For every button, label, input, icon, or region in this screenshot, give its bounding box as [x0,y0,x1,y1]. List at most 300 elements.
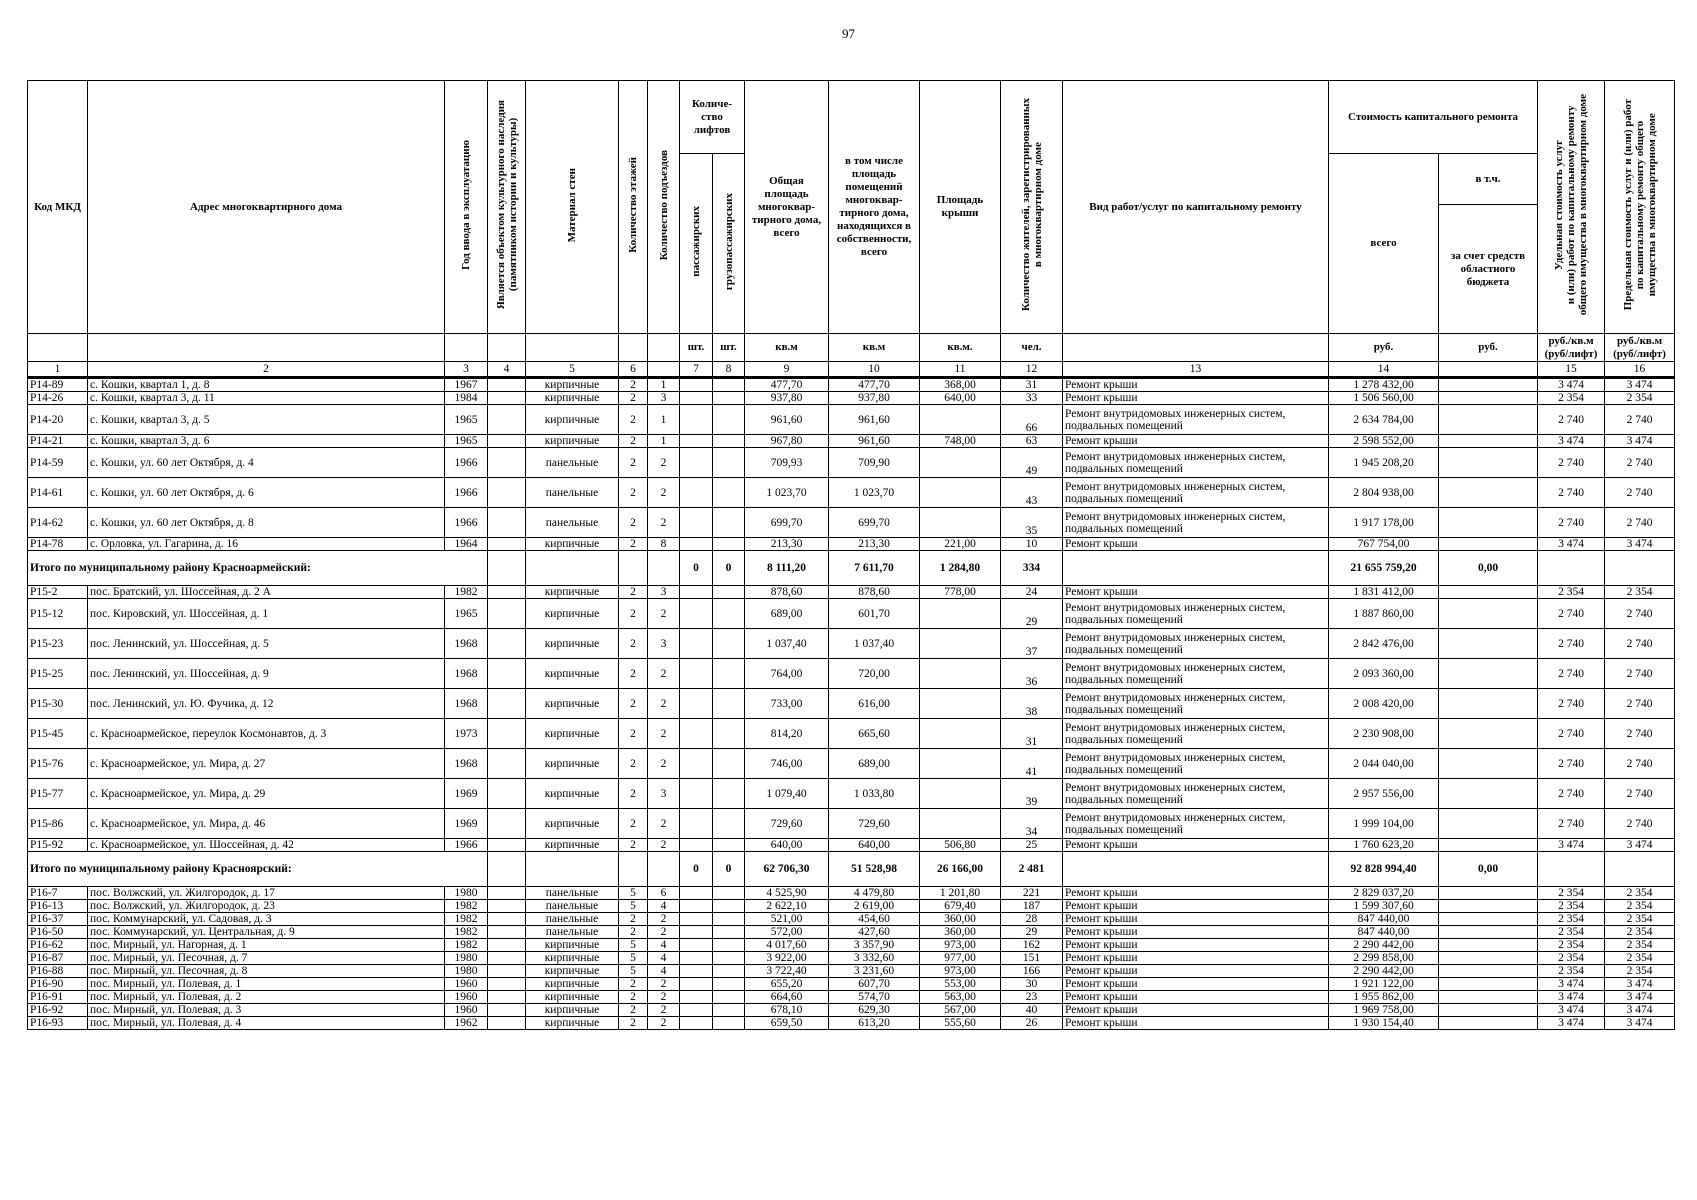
floors-count: 2 [619,689,648,719]
header-floors: Количество этажей [619,81,648,334]
repair-cost: 2 829 037,20 [1329,887,1439,900]
residents-count: 66 [1001,405,1063,435]
unit-people: чел. [1001,334,1063,362]
regional-cost [1439,809,1538,839]
owned-area: 640,00 [829,839,920,852]
total-area: 4 017,60 [745,939,829,952]
commission-year: 1980 [445,965,488,978]
house-address: пос. Ленинский, ул. Шоссейная, д. 5 [88,629,445,659]
passenger-lifts [680,749,713,779]
unit-cost: 3 474 [1538,378,1605,392]
floors-count: 2 [619,538,648,551]
passenger-lifts [680,538,713,551]
cargo-lifts [713,378,745,392]
wall-material: кирпичные [526,538,619,551]
limit-cost: 2 354 [1605,900,1675,913]
total-owned-area: 51 528,98 [829,852,920,887]
wall-material: кирпичные [526,939,619,952]
table-row [28,508,1675,538]
header-area-total: Общая площадь многоквар-тирного дома, всего [745,81,829,334]
commission-year: 1967 [445,378,488,392]
commission-year: 1960 [445,1004,488,1017]
work-type: Ремонт внутридомовых инженерных систем, подвальных помещений [1063,779,1329,809]
house-address: пос. Братский, ул. Шоссейная, д. 2 А [88,586,445,599]
floors-count: 2 [619,1017,648,1030]
total-area: 4 525,90 [745,887,829,900]
commission-year: 1982 [445,900,488,913]
total-passenger-lifts: 0 [680,551,713,586]
table-row [28,939,1675,952]
wall-material: кирпичные [526,965,619,978]
column-number-row [28,362,1675,378]
commission-year: 1982 [445,586,488,599]
column-number: 5 [526,362,619,378]
table-header [28,81,1675,378]
unit-cost: 2 354 [1538,913,1605,926]
empty-cell [619,852,648,887]
entrances-count: 2 [648,689,680,719]
unit-cost: 3 474 [1538,839,1605,852]
entrances-count: 2 [648,991,680,1004]
header-cargo-lifts: грузопассажирских [713,154,745,334]
floors-count: 5 [619,952,648,965]
roof-area [920,809,1001,839]
house-code: P14-21 [28,435,88,448]
owned-area: 665,60 [829,719,920,749]
entrances-count: 2 [648,508,680,538]
limit-cost: 2 354 [1605,586,1675,599]
unit-cost: 3 474 [1538,538,1605,551]
work-type: Ремонт внутридомовых инженерных систем, подвальных помещений [1063,448,1329,478]
limit-cost: 2 740 [1605,508,1675,538]
limit-cost: 2 740 [1605,599,1675,629]
table-row [28,378,1675,392]
total-area: 213,30 [745,538,829,551]
work-type: Ремонт внутридомовых инженерных систем, подвальных помещений [1063,719,1329,749]
wall-material: кирпичные [526,952,619,965]
regional-cost [1439,952,1538,965]
header-code: Код МКД [28,81,88,334]
floors-count: 2 [619,435,648,448]
total-area: 764,00 [745,659,829,689]
house-code: P14-20 [28,405,88,435]
residents-count: 38 [1001,689,1063,719]
limit-cost: 2 354 [1605,939,1675,952]
repair-cost: 767 754,00 [1329,538,1439,551]
table-row [28,952,1675,965]
cargo-lifts [713,839,745,852]
limit-cost: 2 740 [1605,719,1675,749]
floors-count: 2 [619,629,648,659]
repair-cost: 2 804 938,00 [1329,478,1439,508]
residents-count: 34 [1001,809,1063,839]
owned-area: 937,80 [829,392,920,405]
total-owned-area: 7 611,70 [829,551,920,586]
entrances-count: 2 [648,1004,680,1017]
entrances-count: 2 [648,448,680,478]
roof-area: 506,80 [920,839,1001,852]
regional-cost [1439,435,1538,448]
repair-cost: 1 831 412,00 [1329,586,1439,599]
commission-year: 1962 [445,1017,488,1030]
repair-cost: 1 278 432,00 [1329,378,1439,392]
roof-area [920,599,1001,629]
heritage-cell [488,508,526,538]
regional-cost [1439,538,1538,551]
cargo-lifts [713,719,745,749]
table-row [28,392,1675,405]
empty-cell [648,852,680,887]
floors-count: 2 [619,378,648,392]
heritage-cell [488,779,526,809]
owned-area: 3 332,60 [829,952,920,965]
unit-cost: 2 740 [1538,659,1605,689]
floors-count: 2 [619,991,648,1004]
regional-cost [1439,478,1538,508]
wall-material: кирпичные [526,405,619,435]
house-code: P15-76 [28,749,88,779]
entrances-count: 4 [648,939,680,952]
house-code: P14-59 [28,448,88,478]
residents-count: 26 [1001,1017,1063,1030]
work-type: Ремонт внутридомовых инженерных систем, подвальных помещений [1063,689,1329,719]
column-number [648,362,680,378]
passenger-lifts [680,965,713,978]
total-area: 640,00 [745,839,829,852]
table-row [28,779,1675,809]
work-type: Ремонт внутридомовых инженерных систем, подвальных помещений [1063,809,1329,839]
header-entrances: Количество подъездов [648,81,680,334]
unit-cost: 2 740 [1538,719,1605,749]
passenger-lifts [680,448,713,478]
column-number: 1 [28,362,88,378]
house-address: пос. Коммунарский, ул. Садовая, д. 3 [88,913,445,926]
roof-area: 977,00 [920,952,1001,965]
regional-cost [1439,939,1538,952]
repair-cost: 2 290 442,00 [1329,939,1439,952]
unit-rub: руб. [1329,334,1439,362]
floors-count: 2 [619,1004,648,1017]
house-code: P16-91 [28,991,88,1004]
unit-cost: 2 354 [1538,939,1605,952]
work-type: Ремонт крыши [1063,939,1329,952]
house-address: пос. Мирный, ул. Песочная, д. 8 [88,965,445,978]
unit-sqm: кв.м [745,334,829,362]
work-type: Ремонт внутридомовых инженерных систем, подвальных помещений [1063,508,1329,538]
limit-cost: 3 474 [1605,839,1675,852]
commission-year: 1982 [445,913,488,926]
total-area: 62 706,30 [745,852,829,887]
capital-repair-table [27,80,1675,1030]
owned-area: 2 619,00 [829,900,920,913]
unit-cost: 2 740 [1538,689,1605,719]
roof-area [920,749,1001,779]
passenger-lifts [680,392,713,405]
owned-area: 629,30 [829,1004,920,1017]
column-number: 3 [445,362,488,378]
wall-material: кирпичные [526,978,619,991]
passenger-lifts [680,508,713,538]
commission-year: 1960 [445,978,488,991]
total-area: 814,20 [745,719,829,749]
floors-count: 2 [619,586,648,599]
total-area: 709,93 [745,448,829,478]
floors-count: 5 [619,939,648,952]
wall-material: панельные [526,508,619,538]
total-area: 572,00 [745,926,829,939]
work-type: Ремонт крыши [1063,538,1329,551]
house-address: с. Кошки, ул. 60 лет Октября, д. 8 [88,508,445,538]
work-type: Ремонт крыши [1063,913,1329,926]
floors-count: 2 [619,839,648,852]
commission-year: 1969 [445,809,488,839]
wall-material: панельные [526,887,619,900]
floors-count: 2 [619,779,648,809]
work-type: Ремонт крыши [1063,1017,1329,1030]
residents-count: 151 [1001,952,1063,965]
column-number: 16 [1605,362,1675,378]
total-cargo-lifts: 0 [713,551,745,586]
total-area: 699,70 [745,508,829,538]
passenger-lifts [680,586,713,599]
house-address: с. Красноармейское, ул. Мира, д. 27 [88,749,445,779]
wall-material: кирпичные [526,435,619,448]
empty-cell [619,551,648,586]
table-row [28,538,1675,551]
commission-year: 1980 [445,952,488,965]
heritage-cell [488,965,526,978]
commission-year: 1968 [445,659,488,689]
residents-count: 29 [1001,926,1063,939]
heritage-cell [488,629,526,659]
roof-area: 553,00 [920,978,1001,991]
regional-cost [1439,629,1538,659]
total-area: 8 111,20 [745,551,829,586]
entrances-count: 4 [648,965,680,978]
limit-cost: 2 740 [1605,689,1675,719]
passenger-lifts [680,405,713,435]
column-number: 14 [1329,362,1439,378]
wall-material: кирпичные [526,1017,619,1030]
regional-cost [1439,965,1538,978]
roof-area: 748,00 [920,435,1001,448]
roof-area: 360,00 [920,926,1001,939]
entrances-count: 2 [648,809,680,839]
heritage-cell [488,586,526,599]
total-area: 3 722,40 [745,965,829,978]
table-row [28,809,1675,839]
total-area: 521,00 [745,913,829,926]
repair-cost: 1 999 104,00 [1329,809,1439,839]
repair-cost: 2 290 442,00 [1329,965,1439,978]
entrances-count: 3 [648,586,680,599]
floors-count: 2 [619,978,648,991]
heritage-cell [488,926,526,939]
regional-cost [1439,926,1538,939]
work-type: Ремонт крыши [1063,991,1329,1004]
repair-cost: 2 044 040,00 [1329,749,1439,779]
owned-area: 601,70 [829,599,920,629]
unit-rub: руб. [1439,334,1538,362]
cargo-lifts [713,749,745,779]
regional-cost [1439,913,1538,926]
regional-cost [1439,839,1538,852]
passenger-lifts [680,839,713,852]
table-row [28,913,1675,926]
wall-material: панельные [526,478,619,508]
house-code: P16-92 [28,1004,88,1017]
work-type: Ремонт крыши [1063,887,1329,900]
column-number: 12 [1001,362,1063,378]
owned-area: 607,70 [829,978,920,991]
entrances-count: 2 [648,599,680,629]
commission-year: 1982 [445,926,488,939]
table-row [28,448,1675,478]
limit-cost: 2 740 [1605,809,1675,839]
cargo-lifts [713,952,745,965]
commission-year: 1973 [445,719,488,749]
work-type: Ремонт крыши [1063,978,1329,991]
owned-area: 729,60 [829,809,920,839]
house-code: P16-13 [28,900,88,913]
page-number: 97 [842,26,855,41]
repair-cost: 2 842 476,00 [1329,629,1439,659]
passenger-lifts [680,939,713,952]
floors-count: 5 [619,900,648,913]
table-row [28,978,1675,991]
roof-area: 555,60 [920,1017,1001,1030]
house-address: пос. Мирный, ул. Песочная, д. 7 [88,952,445,965]
unit-cost: 2 740 [1538,508,1605,538]
table-body [28,378,1675,1030]
empty-cell [1538,551,1605,586]
cargo-lifts [713,392,745,405]
roof-area: 679,40 [920,900,1001,913]
wall-material: панельные [526,448,619,478]
heritage-cell [488,659,526,689]
house-code: P14-26 [28,392,88,405]
empty-cell [1538,852,1605,887]
heritage-cell [488,952,526,965]
roof-area: 360,00 [920,913,1001,926]
roof-area [920,478,1001,508]
entrances-count: 8 [648,538,680,551]
house-address: пос. Волжский, ул. Жилгородок, д. 17 [88,887,445,900]
residents-count: 35 [1001,508,1063,538]
house-address: с. Красноармейское, ул. Мира, д. 46 [88,809,445,839]
total-area: 477,70 [745,378,829,392]
header-unit-cost: Удельная стоимость услуг и (или) работ по капитальному ремонту общего имущества в многоквартирном доме [1538,81,1605,334]
commission-year: 1966 [445,448,488,478]
residents-count: 30 [1001,978,1063,991]
header-year: Год ввода в эксплуатацию [445,81,488,334]
unit-rate: руб./кв.м (руб/лифт) [1605,334,1675,362]
work-type: Ремонт крыши [1063,1004,1329,1017]
roof-area [920,448,1001,478]
wall-material: кирпичные [526,629,619,659]
unit-cost: 3 474 [1538,435,1605,448]
floors-count: 5 [619,887,648,900]
repair-cost: 2 299 858,00 [1329,952,1439,965]
limit-cost: 2 740 [1605,405,1675,435]
total-regional-cost: 0,00 [1439,551,1538,586]
house-address: пос. Мирный, ул. Полевая, д. 2 [88,991,445,1004]
total-area: 678,10 [745,1004,829,1017]
cargo-lifts [713,887,745,900]
passenger-lifts [680,991,713,1004]
empty-cell [445,852,488,887]
total-residents: 334 [1001,551,1063,586]
owned-area: 1 033,80 [829,779,920,809]
cargo-lifts [713,659,745,689]
passenger-lifts [680,719,713,749]
heritage-cell [488,719,526,749]
passenger-lifts [680,599,713,629]
owned-area: 616,00 [829,689,920,719]
entrances-count: 2 [648,478,680,508]
unit-cost: 2 740 [1538,405,1605,435]
house-address: с. Кошки, ул. 60 лет Октября, д. 6 [88,478,445,508]
regional-cost [1439,978,1538,991]
work-type: Ремонт крыши [1063,378,1329,392]
empty-cell [1063,852,1329,887]
heritage-cell [488,1004,526,1017]
roof-area: 563,00 [920,991,1001,1004]
regional-cost [1439,599,1538,629]
regional-cost [1439,689,1538,719]
header-address: Адрес многоквартирного дома [88,81,445,334]
header-cost-regional: за счет средств областного бюджета [1439,205,1538,334]
total-area: 664,60 [745,991,829,1004]
entrances-count: 3 [648,629,680,659]
column-number: 10 [829,362,920,378]
owned-area: 613,20 [829,1017,920,1030]
cargo-lifts [713,978,745,991]
commission-year: 1968 [445,749,488,779]
total-area: 733,00 [745,689,829,719]
house-code: P15-25 [28,659,88,689]
floors-count: 2 [619,599,648,629]
house-address: с. Красноармейское, ул. Мира, д. 29 [88,779,445,809]
repair-cost: 2 230 908,00 [1329,719,1439,749]
entrances-count: 1 [648,405,680,435]
residents-count: 24 [1001,586,1063,599]
total-area: 746,00 [745,749,829,779]
wall-material: кирпичные [526,378,619,392]
work-type: Ремонт внутридомовых инженерных систем, подвальных помещений [1063,629,1329,659]
passenger-lifts [680,913,713,926]
table-row [28,435,1675,448]
header-wall-material: Материал стен [526,81,619,334]
table-row [28,1004,1675,1017]
residents-count: 31 [1001,719,1063,749]
total-area: 1 023,70 [745,478,829,508]
empty-cell [526,551,619,586]
unit-cost: 2 740 [1538,599,1605,629]
empty-cell [1605,551,1675,586]
house-address: с. Кошки, ул. 60 лет Октября, д. 4 [88,448,445,478]
header-cost-total: всего [1329,154,1439,334]
entrances-count: 6 [648,887,680,900]
total-area: 878,60 [745,586,829,599]
total-area: 961,60 [745,405,829,435]
floors-count: 2 [619,749,648,779]
residents-count: 221 [1001,887,1063,900]
total-roof-area: 26 166,00 [920,852,1001,887]
cargo-lifts [713,689,745,719]
entrances-count: 2 [648,1017,680,1030]
roof-area: 778,00 [920,586,1001,599]
